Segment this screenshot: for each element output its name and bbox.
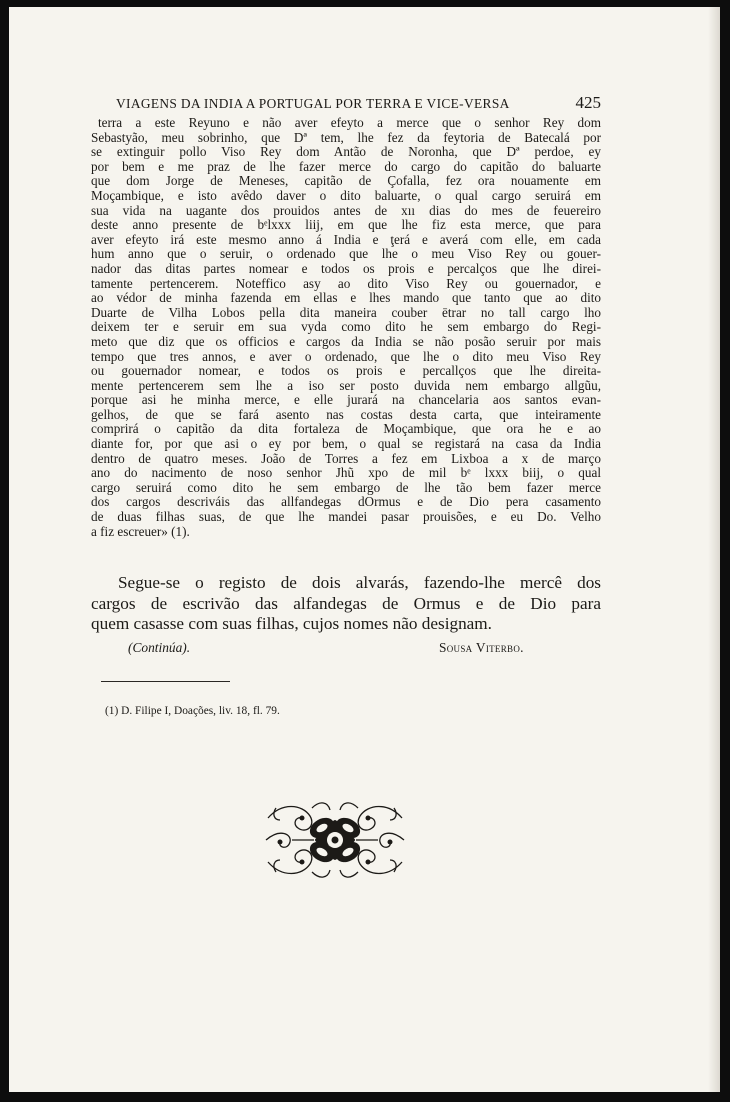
body-text-line: diante for, por que asi o ey por bem, o qual se registará na casa da India <box>91 437 601 452</box>
summary-line: Segue-se o registo de dois alvarás, fazendo-lhe mercê dos <box>118 573 601 592</box>
body-text-line: dentro de quatro meses. João de Torres a fez em Lixboa a x de março <box>91 451 601 466</box>
body-text-line: meto que diz que os officios e cargos da India se não posão seruir por mais <box>91 334 601 349</box>
body-text-line: por bem e me praz de lhe fazer merce do cargo do capitão do baluarte <box>91 159 601 174</box>
body-text-line: se extinguir pollo Viso Rey dom Antão de Noronha, que Dª perdoe, ey <box>91 145 601 160</box>
body-text-line: hum anno que o seruir, o ordenado que lhe o meu Viso Rey ou gouer- <box>91 247 601 262</box>
footnote-rule <box>101 681 230 682</box>
continuation-note: (Continúa). <box>128 640 191 655</box>
body-text-line: de duas filhas suas, de que lhe mandei pasar prouisões, e eu Do. Velho <box>91 510 601 525</box>
body-text-line: tamente pertencerem. Noteffico asy ao dito Viso Rey ou gouernador, e <box>91 276 601 291</box>
floral-ornament-icon <box>262 798 408 882</box>
body-text-line: mente pertencerem sem lhe a iso ser posto duvida nem embargo allgũu, <box>91 378 601 393</box>
author-signature: Sousa Viterbo. <box>439 640 524 655</box>
body-text-line: aver efeyto irá este mesmo anno á India e ţerá e averá com elle, em cada <box>91 232 601 247</box>
document-body <box>91 116 601 539</box>
page-number: 425 <box>575 93 601 112</box>
summary-paragraph <box>91 573 601 635</box>
running-head <box>116 93 601 113</box>
body-text-line: ou gouernador nomear, e todos os prois e percallços que lhe direita- <box>91 364 601 379</box>
body-text-line: porque asi he minha merce, e elle jurará na chancelaria aos santos evan- <box>91 393 601 408</box>
summary-line: quem casasse com suas filhas, cujos nomes não designam. <box>91 614 492 633</box>
page-edge-shadow <box>708 7 720 1092</box>
body-text-line: Sebastyão, meu sobrinho, que Dª tem, lhe fez da feytoria de Batecalá por <box>91 130 601 145</box>
body-text-line: a fiz escreuer» (1). <box>91 524 190 539</box>
body-text-line: sua vida na uagante dos prouidos antes de xıı dias do mes de feuereiro <box>91 203 601 218</box>
body-text-line: cargo seruirá como dito he sem embargo de lhe tão bem fazer merce <box>91 480 601 495</box>
body-text-line: que dom Jorge de Meneses, capitão de Çofalla, fez ora nouamente em <box>91 174 601 189</box>
body-text-line: terra a este Reyuno e não aver efeyto a merce que o senhor Rey dom <box>98 116 601 130</box>
running-title: VIAGENS DA INDIA A PORTUGAL POR TERRA E VICE-VERSA <box>116 96 510 111</box>
body-text-line: deste anno presente de bᵉlxxx liij, em que lhe fiz esta merce, que para <box>91 218 601 233</box>
body-text-line: dos cargos descriváis das allfandegas dOrmus e de Dio pera casamento <box>91 495 601 510</box>
body-text-line: ao védor de minha fazenda em ellas e lhes mando que tanto que ao dito <box>91 291 601 306</box>
body-text-line: nador das ditas partes nomear e todos os prois e percalços que lhe direi- <box>91 261 601 276</box>
body-text-line: comprirá o capitão da dita fortaleza de Moçambique, que ora he e ao <box>91 422 601 437</box>
body-text-line: ano do nacimento de noso senhor Jhũ xpo de mil bᵉ lxxx biij, o qual <box>91 466 601 481</box>
footnote: (1) D. Filipe I, Doações, liv. 18, fl. 79. <box>105 705 280 717</box>
summary-line: cargos de escrivão das alfandegas de Ormus e de Dio para <box>91 593 601 613</box>
body-text-line: deixem ter e seruir em sua vyda como dito he sem embargo do Regi- <box>91 320 601 335</box>
body-text-line: Moçambique, e isto avêdo daver o dito baluarte, o qual cargo seruirá em <box>91 188 601 203</box>
body-text-line: gelhos, de que se fará asento nas costas desta carta, que inteiramente <box>91 407 601 422</box>
body-text-line: tempo que tres annos, e aver o ordenado, que lhe o dito meu Viso Rey <box>91 349 601 364</box>
body-text-line: Duarte de Vilha Lobos pella dita maneira couber ētrar no tall cargo lho <box>91 305 601 320</box>
